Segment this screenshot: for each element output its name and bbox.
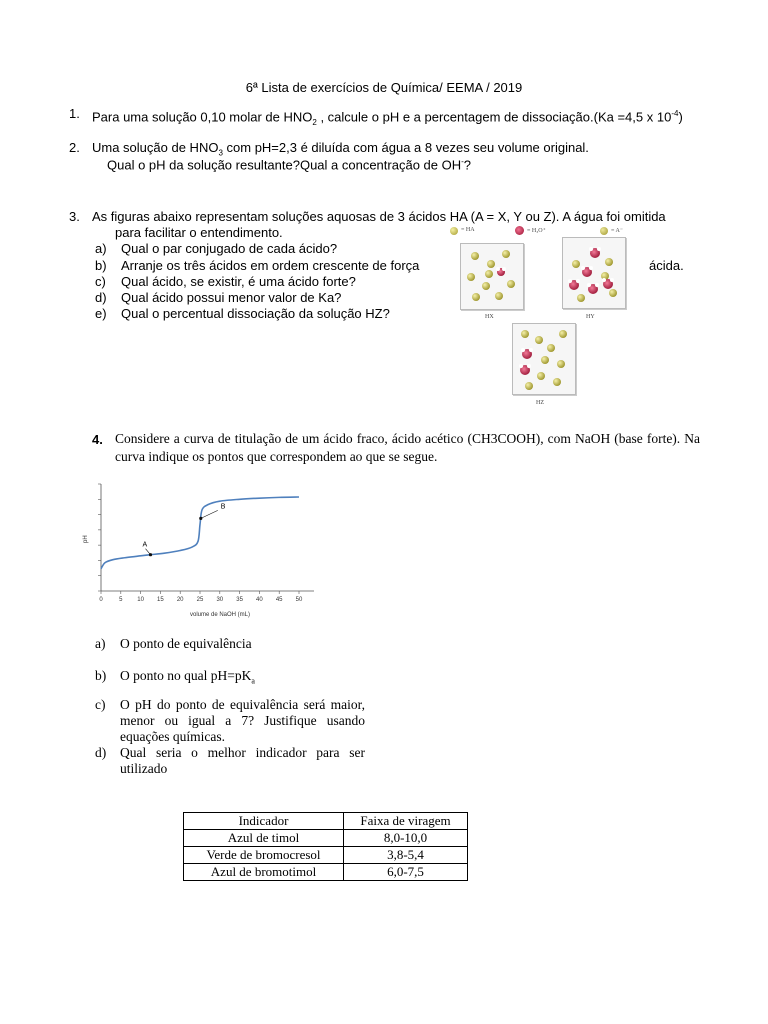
item-label: b) xyxy=(95,668,107,683)
item-label: d) xyxy=(95,745,107,760)
annotation-leader xyxy=(201,510,218,518)
question-4 xyxy=(92,430,700,466)
item-text: O ponto de equivalência xyxy=(120,636,252,651)
list-item xyxy=(95,697,365,745)
table-row xyxy=(184,864,468,881)
titration-chart xyxy=(80,478,320,623)
question-text: com pH=2,3 é diluída com água a 8 vezes seu volume original. xyxy=(222,140,589,155)
subscript: 3 xyxy=(218,148,223,158)
item-text-tail: ácida. xyxy=(649,258,684,273)
question-3-line2: para facilitar o entendimento. xyxy=(115,225,283,240)
item-text: Qual seria o melhor indicador para ser utilizado xyxy=(120,745,365,776)
h3o-ion-icon xyxy=(515,226,524,235)
page-title: 6ª Lista de exercícios de Química/ EEMA / 2019 xyxy=(245,80,523,95)
acid-box-hz xyxy=(512,323,576,395)
annotation-label: A xyxy=(142,541,148,549)
question-text: Qual o pH da solução resultante?Qual a concentração de OH xyxy=(107,157,462,173)
item-label: b) xyxy=(95,258,107,273)
item-label: d) xyxy=(95,290,107,305)
superscript: - xyxy=(461,157,464,166)
subscript: a xyxy=(251,676,255,686)
question-text: Para uma solução 0,10 molar de HNO xyxy=(92,109,313,125)
y-axis-label: pH xyxy=(83,535,89,543)
molecules-hy xyxy=(563,238,625,308)
table-cell: 3,8-5,4 xyxy=(344,847,468,864)
subscript: 2 xyxy=(312,117,317,127)
item-text: Qual o percentual dissociação da solução HZ? xyxy=(121,306,390,321)
annotation-leader xyxy=(146,549,151,555)
x-tick-label: 40 xyxy=(256,597,263,603)
box-caption: HZ xyxy=(536,400,544,406)
table-cell: Azul de timol xyxy=(184,830,344,847)
question-text: Uma solução de HNO xyxy=(92,140,219,155)
item-text: Arranje os três ácidos em ordem crescente de força xyxy=(121,258,420,273)
table-cell: Verde de bromocresol xyxy=(184,847,344,864)
item-text: Qual o par conjugado de cada ácido? xyxy=(121,241,338,256)
question-text: , calcule o pH e a percentagem de dissociação.(Ka =4,5 x 10 xyxy=(316,109,672,125)
x-tick-label: 5 xyxy=(119,597,123,603)
box-caption: HX xyxy=(485,314,494,320)
list-item xyxy=(95,745,365,777)
legend-label: = H₃O⁺ xyxy=(527,228,546,234)
annotation-label: B xyxy=(220,503,226,511)
item-label: a) xyxy=(95,241,107,256)
item-text: O ponto no qual pH=pK xyxy=(120,668,252,683)
table-row xyxy=(184,830,468,847)
table-header-row xyxy=(184,813,468,830)
x-tick-label: 10 xyxy=(137,597,144,603)
question-number: 2. xyxy=(69,140,80,155)
question-3 xyxy=(69,209,742,224)
box-caption: HY xyxy=(586,314,595,320)
question-text: As figuras abaixo representam soluções aquosas de 3 ácidos HA (A = X, Y ou Z). A água foi omitida xyxy=(92,209,666,224)
titration-curve xyxy=(101,497,299,569)
question-number: 4. xyxy=(92,432,103,447)
item-label: c) xyxy=(95,697,106,712)
ha-molecule-icon xyxy=(450,227,458,235)
item-label: e) xyxy=(95,306,107,321)
table-cell: 6,0-7,5 xyxy=(344,864,468,881)
x-tick-label: 35 xyxy=(236,597,243,603)
item-text: O pH do ponto de equivalência será maior, menor ou igual a 7? Justifique usando equações químicas. xyxy=(120,697,365,744)
question-text: Considere a curva de titulação de um ácido fraco, ácido acético (CH3COOH), com NaOH (base forte). Na curva indique os pontos que correspondem ao que se segue. xyxy=(115,431,700,464)
question-text: ? xyxy=(463,157,472,173)
x-tick-label: 25 xyxy=(196,597,204,603)
molecules-hx xyxy=(461,244,523,309)
question-number: 1. xyxy=(69,106,80,121)
question-1 xyxy=(69,106,712,130)
x-axis-label: volume de NaOH (mL) xyxy=(189,612,251,618)
item-label: c) xyxy=(95,274,106,289)
indicator-table xyxy=(183,812,468,881)
legend-label: = HA xyxy=(461,227,475,233)
x-tick-label: 45 xyxy=(275,597,283,603)
legend-label: = A⁻ xyxy=(611,228,624,234)
x-tick-label: 15 xyxy=(157,597,164,603)
item-label: a) xyxy=(95,636,106,651)
question-text: ) xyxy=(678,109,683,125)
x-tick-label: 50 xyxy=(295,597,303,603)
a-anion-icon xyxy=(600,227,608,235)
table-cell: Azul de bromotimol xyxy=(184,864,344,881)
x-tick-label: 20 xyxy=(176,597,184,603)
table-row xyxy=(184,847,468,864)
x-tick-label: 30 xyxy=(216,597,224,603)
molecules-hz xyxy=(513,324,575,394)
question-number: 3. xyxy=(69,209,80,224)
acid-box-hy xyxy=(562,237,626,309)
x-tick-label: 0 xyxy=(99,597,103,603)
item-text: Qual ácido possui menor valor de Ka? xyxy=(121,290,342,305)
superscript: -4 xyxy=(671,109,679,118)
table-cell: 8,0-10,0 xyxy=(344,830,468,847)
acid-box-hx xyxy=(460,243,524,310)
question-2-line2 xyxy=(107,157,471,172)
item-text: Qual ácido, se existir, é uma ácido forte? xyxy=(121,274,356,289)
table-header: Faixa de viragem xyxy=(344,813,468,830)
table-header: Indicador xyxy=(184,813,344,830)
